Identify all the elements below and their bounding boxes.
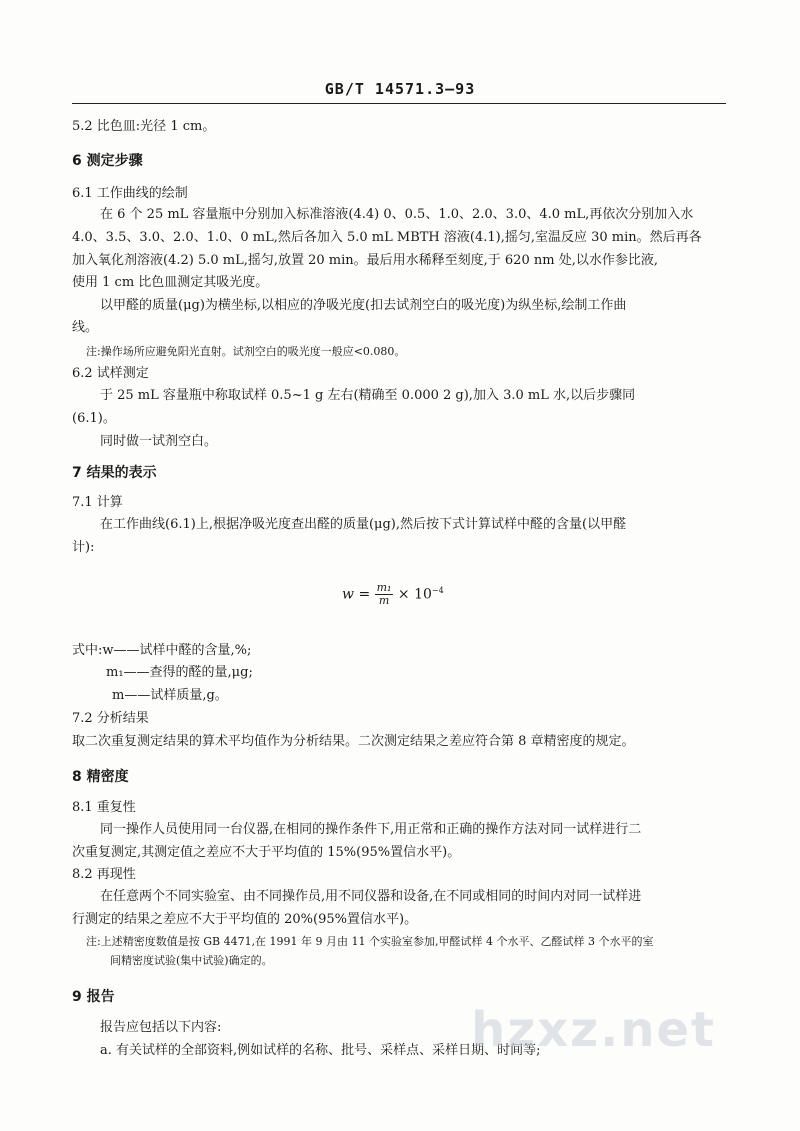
clause-6-2-para2: 同时做一试剂空白。 (100, 434, 218, 449)
section-6-heading: 6 测定步骤 (72, 153, 143, 169)
clause-6-2-para1-line1: 于 25 mL 容量瓶中称取试样 0.5~1 g 左右(精确至 0.000 2 g),加入 3.0 mL 水,以后步骤同 (100, 388, 636, 403)
clause-8-2-para-line1: 在任意两个不同实验室、由不同操作员,用不同仪器和设备,在不同或相同的时间内对同一试样进 (100, 889, 642, 904)
clause-6-2-heading: 6.2 试样测定 (72, 366, 149, 381)
clause-8-1-para-line2: 次重复测定,其测定值之差应不大于平均值的 15%(95%置信水平)。 (72, 845, 461, 860)
clause-8-2-para-line2: 行测定的结果之差应不大于平均值的 20%(95%置信水平)。 (72, 912, 418, 927)
formula (342, 582, 444, 607)
clause-8-2-note-line1: 注:上述精密度数值是按 GB 4471,在 1991 年 9 月由 11 个实验室参加,甲醛试样 4 个水平、乙醛试样 3 个水平的室 (86, 935, 654, 948)
clause-8-1-heading: 8.1 重复性 (72, 800, 136, 815)
formula-fraction (375, 582, 394, 607)
clause-6-1-para1-line1: 在 6 个 25 mL 容量瓶中分别加入标准溶液(4.4) 0、0.5、1.0、2.0、3.0、4.0 mL,再依次分别加入水 (100, 207, 694, 222)
clause-8-2-heading: 8.2 再现性 (72, 867, 136, 882)
clause-6-1-para2-line2: 线。 (72, 320, 99, 335)
formula-times: × 10 (397, 586, 432, 603)
formula-where-m: m——试样质量,g。 (112, 688, 228, 703)
header-rule (72, 103, 726, 104)
section-9-heading: 9 报告 (72, 989, 115, 1005)
section-8-heading: 8 精密度 (72, 769, 129, 785)
clause-6-1-para1-line4: 使用 1 cm 比色皿测定其吸光度。 (72, 275, 269, 290)
clause-8-1-para-line1: 同一操作人员使用同一台仪器,在相同的操作条件下,用正常和正确的操作方法对同一试样进行二 (100, 822, 642, 837)
section-7-heading: 7 结果的表示 (72, 465, 157, 481)
standard-code-header: GB/T 14571.3—93 (324, 80, 476, 98)
clause-8-2-note-line2: 间精密度试验(集中试验)确定的。 (110, 954, 273, 967)
clause-9-item-a: a. 有关试样的全部资料,例如试样的名称、批号、采样点、采样日期、时间等; (100, 1043, 541, 1058)
formula-equals: = (358, 586, 371, 603)
formula-denominator: m (378, 594, 390, 607)
formula-numerator: m₁ (376, 581, 392, 594)
clause-6-1-heading: 6.1 工作曲线的绘制 (72, 186, 188, 201)
formula-where-m1: m₁——查得的醛的量,μg; (106, 665, 253, 680)
watermark-logo: hzxz.net (471, 1002, 716, 1058)
clause-6-1-para1-line2: 4.0、3.5、3.0、2.0、1.0、0 mL,然后各加入 5.0 mL MBTH 溶液(4.1),摇匀,室温反应 30 min。然后再各 (72, 230, 702, 245)
clause-6-1-para2-line1: 以甲醛的质量(μg)为横坐标,以相应的净吸光度(扣去试剂空白的吸光度)为纵坐标,绘制工作曲 (100, 298, 627, 313)
clause-7-2-para: 取二次重复测定结果的算术平均值作为分析结果。二次测定结果之差应符合第 8 章精密度的规定。 (72, 734, 635, 749)
clause-7-2-heading: 7.2 分析结果 (72, 711, 149, 726)
clause-9-para: 报告应包括以下内容: (100, 1020, 222, 1035)
clause-7-1-para1-line2: 计): (72, 540, 95, 555)
clause-7-1-para1-line1: 在工作曲线(6.1)上,根据净吸光度查出醛的质量(μg),然后按下式计算试样中醛的含量(以甲醛 (100, 517, 627, 532)
clause-6-1-note: 注:操作场所应避免阳光直射。试剂空白的吸光度一般应<0.080。 (86, 345, 406, 358)
formula-exponent: −4 (431, 585, 444, 595)
clause-7-1-heading: 7.1 计算 (72, 495, 123, 510)
formula-where-w: 式中:w——试样中醛的含量,%; (72, 643, 252, 658)
formula-lhs: w (342, 586, 354, 603)
clause-5-2: 5.2 比色皿:光径 1 cm。 (72, 119, 216, 134)
clause-6-1-para1-line3: 加入氧化剂溶液(4.2) 5.0 mL,摇匀,放置 20 min。最后用水稀释至刻度,于 620 nm 处,以水作参比液, (72, 253, 658, 268)
clause-6-2-para1-line2: (6.1)。 (72, 411, 116, 426)
